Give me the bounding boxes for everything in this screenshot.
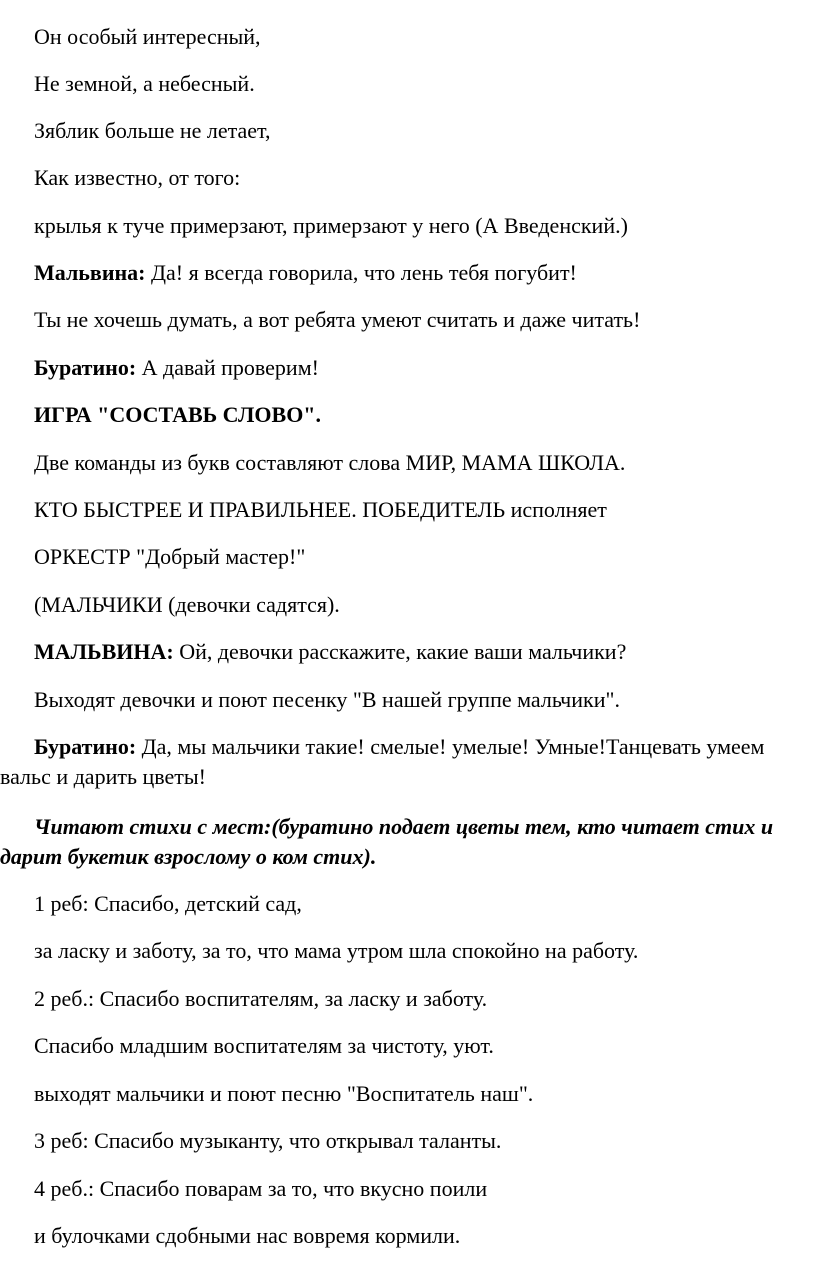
paragraph-line-11: КТО БЫСТРЕЕ И ПРАВИЛЬНЕЕ. ПОБЕДИТЕЛЬ исполняет bbox=[34, 497, 607, 522]
poem-line-1: Он особый интересный, bbox=[34, 24, 261, 49]
paragraph-line-18: 1 реб: Спасибо, детский сад, bbox=[34, 891, 302, 916]
paragraph-line-22: выходят мальчики и поют песню "Воспитатель наш". bbox=[34, 1081, 534, 1106]
paragraph-line-13: (МАЛЬЧИКИ (девочки садятся). bbox=[34, 592, 340, 617]
speaker-malvina: Мальвина: bbox=[34, 260, 146, 285]
paragraph-line-7: Ты не хочешь думать, а вот ребята умеют считать и даже читать! bbox=[34, 307, 641, 332]
speaker-buratino-2: Буратино: bbox=[34, 734, 137, 759]
paragraph-line-23: 3 реб: Спасибо музыканту, что открывал таланты. bbox=[34, 1128, 502, 1153]
paragraph-line-20: 2 реб.: Спасибо воспитателям, за ласку и заботу. bbox=[34, 986, 488, 1011]
malvina-line bbox=[34, 260, 577, 286]
poem-line-5: крылья к туче примерзают, примерзают у него (А Введенский.) bbox=[34, 213, 628, 238]
speaker-buratino: Буратино: bbox=[34, 355, 137, 380]
malvina-caps-line bbox=[34, 639, 626, 665]
stage-direction: Читают стихи с мест:(буратино подает цветы тем, кто читает стих и дарит букетик взрослому о ком стих). bbox=[0, 814, 774, 869]
buratino-text: А давай проверим! bbox=[136, 355, 319, 380]
paragraph-line-24: 4 реб.: Спасибо поварам за то, что вкусно поили bbox=[34, 1176, 488, 1201]
poem-line-4: Как известно, от того: bbox=[34, 165, 241, 190]
paragraph-line-19: за ласку и заботу, за то, что мама утром шла спокойно на работу. bbox=[34, 938, 639, 963]
buratino-line bbox=[34, 355, 319, 381]
poem-line-3: Зяблик больше не летает, bbox=[34, 118, 271, 143]
malvina-caps-text: Ой, девочки расскажите, какие ваши мальчики? bbox=[173, 639, 627, 664]
paragraph-line-10: Две команды из букв составляют слова МИР, МАМА ШКОЛА. bbox=[34, 450, 626, 475]
buratino-paragraph-text: Да, мы мальчики такие! смелые! умелые! Умные!Танцевать умеем вальс и дарить цветы! bbox=[0, 734, 765, 789]
game-heading: ИГРА "СОСТАВЬ СЛОВО". bbox=[34, 402, 322, 427]
malvina-text: Да! я всегда говорила, что лень тебя погубит! bbox=[145, 260, 577, 285]
poem-line-2: Не земной, а небесный. bbox=[34, 71, 255, 96]
paragraph-line-15: Выходят девочки и поют песенку "В нашей группе мальчики". bbox=[34, 687, 620, 712]
buratino-paragraph bbox=[0, 732, 800, 792]
speaker-malvina-caps: МАЛЬВИНА: bbox=[34, 639, 174, 664]
paragraph-line-25: и булочками сдобными нас вовремя кормили. bbox=[34, 1223, 461, 1248]
paragraph-line-21: Спасибо младшим воспитателям за чистоту, уют. bbox=[34, 1033, 494, 1058]
paragraph-line-12: ОРКЕСТР "Добрый мастер!" bbox=[34, 544, 306, 569]
